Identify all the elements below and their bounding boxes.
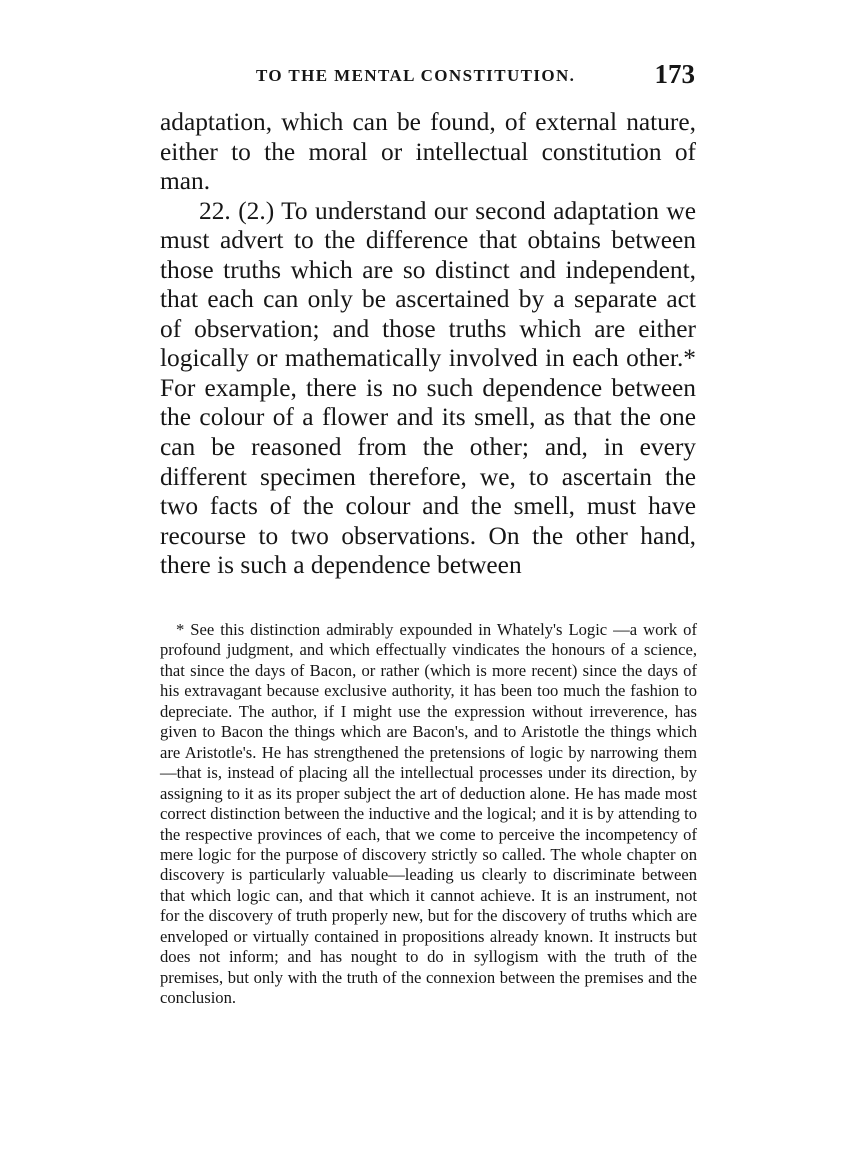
footnote bbox=[160, 620, 697, 1009]
paragraph-22: 22. (2.) To understand our second adaptation we must advert to the difference that obtains between those truths which are so distinct and independent, that each can only be ascertained by a separate act of observation; and those truths which are either logically or mathematically involved in each other.* For example, there is no such dependence between the colour of a flower and its smell, as that the one can be reasoned from the other; and, in every different specimen therefore, we, to ascertain the two facts of the colour and the smell, must have recourse to two observations. On the other hand, there is such a dependence between bbox=[160, 196, 696, 580]
paragraph-continuation: adaptation, which can be found, of external nature, either to the moral or intellectual constitution of man. bbox=[160, 108, 696, 196]
running-head bbox=[160, 58, 697, 94]
page-number: 173 bbox=[654, 59, 695, 89]
footnote-text: * See this distinction admirably expounded in Whately's Logic —a work of profound judgment, and which effectually vindicates the honours of a science, that since the days of Bacon, or rather (which is more recent) since the days of his extravagant because exclusive authority, it has been too much the fashion to depreciate. The author, if I might use the expression without irreverence, has given to Bacon the things which are Bacon's, and to Aristotle the things which are Aristotle's. He has strengthened the pretensions of logic by narrowing them—that is, instead of placing all the intellectual processes under its direction, by assigning to it as its proper subject the art of deduction alone. He has made most correct distinction between the inductive and the logical; and it is by attending to the respective provinces of each, that we come to perceive the incompetency of mere logic for the purpose of discovery strictly so called. The whole chapter on discovery is particularly valuable—leading us clearly to discriminate between that which logic can, and that which it cannot achieve. It is an instrument, not for the discovery of truth properly new, but for the discovery of truths which are enveloped or virtually contained in propositions already known. It instructs but does not inform; and has nought to do in syllogism with the truth of the premises, but only with the truth of the connexion between the premises and the conclusion. bbox=[160, 620, 697, 1008]
main-text bbox=[160, 108, 696, 581]
running-title: TO THE MENTAL CONSTITUTION. bbox=[256, 66, 576, 85]
